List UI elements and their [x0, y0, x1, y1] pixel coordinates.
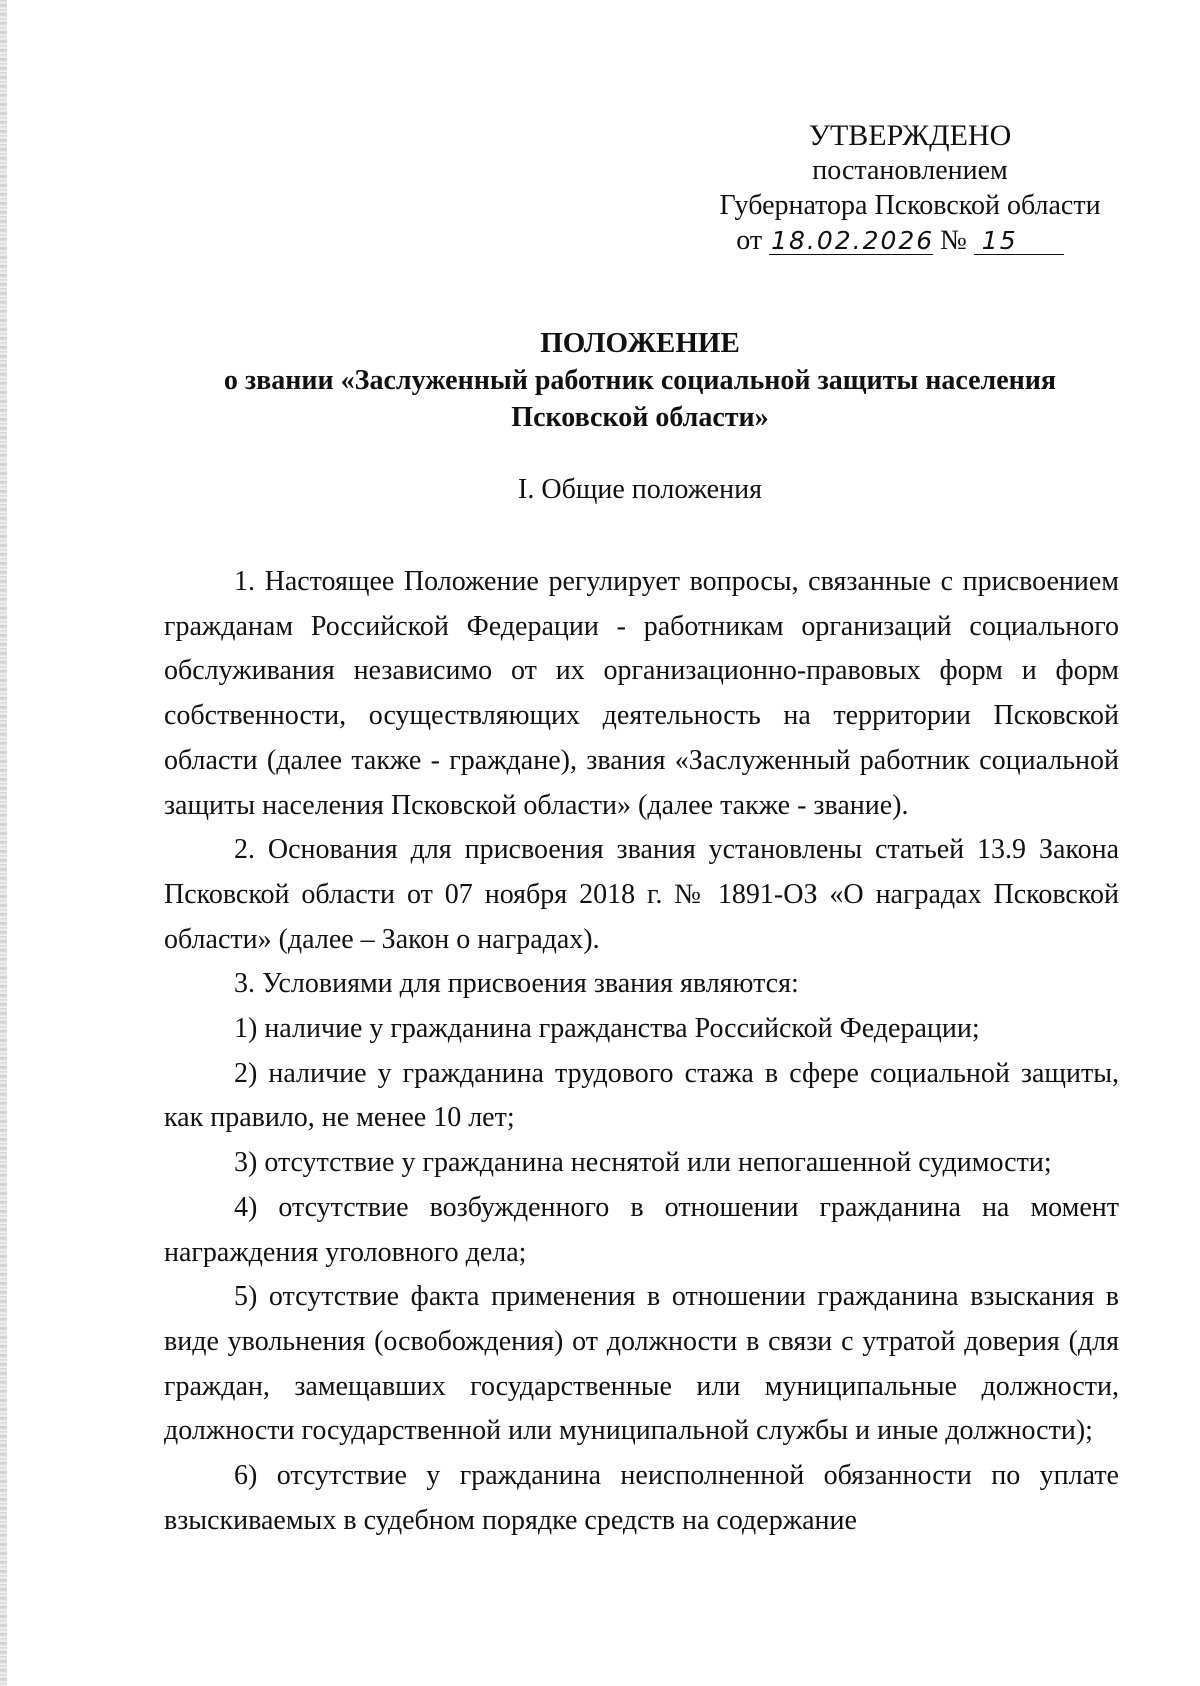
approval-date-line	[680, 223, 1120, 258]
title-line-2: Псковской области»	[511, 402, 769, 433]
approval-line-decree: постановлением	[812, 155, 1008, 186]
paragraph-1: 1. Настоящее Положение регулирует вопросы, связанные с присвоением гражданам Российской Федерации - работникам организаций социального обслуживания независимо от их организационно-правовых форм и форм собственности, осуществляющих деятельность на территории Псковской области (далее также - граждане), звания «Заслуженный работник социальной защиты населения Псковской области» (далее также - звание).	[164, 566, 1119, 821]
title-main: ПОЛОЖЕНИЕ	[540, 327, 740, 359]
paragraph-3-item-5: 5) отсутствие факта применения в отношении гражданина взыскания в виде увольнения (освобождения) от должности в связи с утратой доверия (для граждан, замещавших государственные или муниципальные должности, должности государственной или муниципальной службы и иные должности);	[164, 1281, 1119, 1447]
paragraph-3-item-6: 6) отсутствие у гражданина неисполненной обязанности по уплате взыскиваемых в судебном порядке средств на содержание	[164, 1460, 1119, 1536]
document-title	[160, 325, 1120, 436]
from-label: от	[736, 225, 763, 256]
paragraph-3: 3. Условиями для присвоения звания являются:	[234, 968, 799, 1000]
handwritten-number: 15	[974, 228, 1064, 255]
paragraph-3-item-1: 1) наличие у гражданина гражданства Российской Федерации;	[234, 1013, 980, 1045]
paragraph-3-item-2: 2) наличие у гражданина трудового стажа в сфере социальной защиты, как правило, не менее 10 лет;	[164, 1057, 1119, 1134]
section-heading: I. Общие положения	[518, 474, 762, 505]
paragraph-3-item-3: 3) отсутствие у гражданина неснятой или непогашенной судимости;	[234, 1147, 1052, 1179]
body-text	[164, 560, 1119, 1543]
handwritten-date: 18.02.2026	[771, 226, 935, 255]
approval-line-governor: Губернатора Псковской области	[719, 190, 1101, 221]
number-label: №	[940, 225, 967, 256]
paragraph-2: 2. Основания для присвоения звания установлены статьей 13.9 Закона Псковской области от 07 ноября 2018 г. № 1891-ОЗ «О наградах Псковской области» (далее – Закон о наградах).	[164, 834, 1119, 955]
title-line-1: о звании «Заслуженный работник социальной защиты населения	[223, 365, 1057, 396]
approval-title: УТВЕРЖДЕНО	[808, 119, 1012, 152]
approval-block	[700, 118, 1120, 258]
paragraph-3-item-4: 4) отсутствие возбужденного в отношении гражданина на момент награждения уголовного дела;	[164, 1191, 1119, 1268]
